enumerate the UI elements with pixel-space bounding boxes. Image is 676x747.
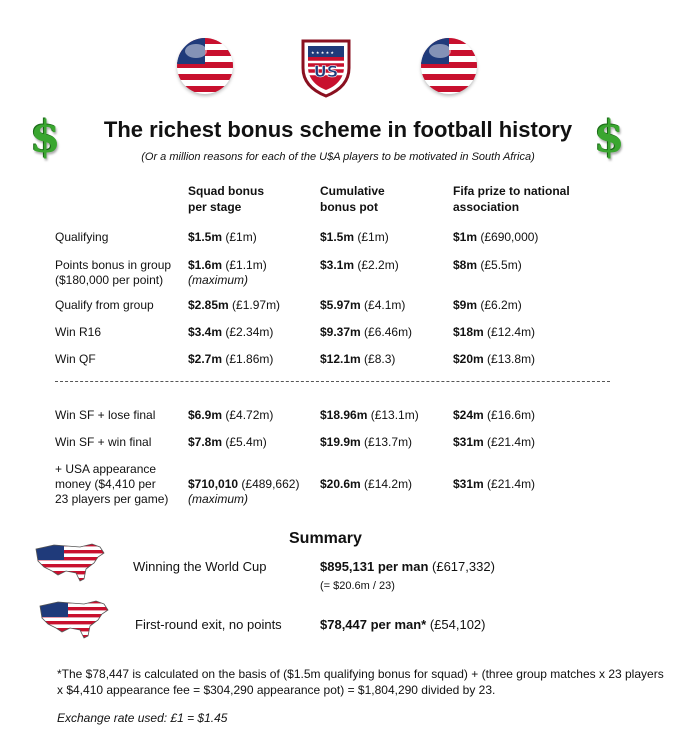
row-label-line: 23 players per game) bbox=[55, 492, 169, 506]
us-soccer-crest-icon bbox=[300, 38, 352, 98]
cell-value-gbp: (£1.97m) bbox=[228, 298, 281, 312]
cell-value-gbp: (£1.86m) bbox=[222, 352, 274, 366]
cell-value-gbp: (£13.7m) bbox=[360, 435, 413, 449]
usa-flag-map-icon bbox=[38, 598, 110, 642]
cell-value-gbp: (£21.4m) bbox=[483, 477, 536, 491]
cell-value-bold: $12.1m bbox=[320, 352, 361, 366]
row-label-line: Qualify from group bbox=[55, 298, 154, 312]
summary-value-gbp: (£617,332) bbox=[428, 559, 495, 574]
usa-flag-ball-icon bbox=[177, 38, 233, 94]
cumulative-cell bbox=[320, 477, 412, 492]
usa-flag-ball-icon bbox=[421, 38, 477, 94]
row-label-line: + USA appearance bbox=[55, 462, 157, 476]
column-header-cumulative bbox=[320, 183, 385, 215]
cell-value-gbp: (£2.2m) bbox=[354, 258, 399, 272]
column-header-line: bonus pot bbox=[320, 200, 378, 214]
cell-value-bold: $9m bbox=[453, 298, 478, 312]
squad-bonus-cell bbox=[188, 230, 257, 245]
cell-value-gbp: (£13.1m) bbox=[367, 408, 419, 422]
fifa-prize-cell bbox=[453, 298, 522, 313]
cell-value-gbp: (£13.8m) bbox=[483, 352, 536, 366]
squad-bonus-cell bbox=[188, 325, 273, 340]
summary-label-exit: First-round exit, no points bbox=[135, 617, 282, 632]
summary-value-bold: $78,447 per man* bbox=[320, 617, 427, 632]
row-label bbox=[55, 298, 154, 313]
summary-label-win: Winning the World Cup bbox=[133, 559, 267, 574]
summary-value-exit bbox=[320, 617, 486, 632]
exchange-rate-note: Exchange rate used: £1 = $1.45 bbox=[57, 711, 228, 725]
cell-value-gbp: (£6.2m) bbox=[477, 298, 522, 312]
cell-value-bold: $6.9m bbox=[188, 408, 223, 422]
cell-value-bold: $20.6m bbox=[320, 477, 361, 491]
summary-value-win bbox=[320, 559, 495, 574]
fifa-prize-cell bbox=[453, 258, 522, 273]
cell-value-bold: $5.97m bbox=[320, 298, 361, 312]
squad-bonus-cell bbox=[188, 258, 267, 288]
cell-value-bold: $710,010 bbox=[188, 477, 239, 491]
row-label-line: money ($4,410 per bbox=[55, 477, 156, 491]
row-label-line: Win SF + win final bbox=[55, 435, 152, 449]
cell-value-bold: $1.6m bbox=[188, 258, 223, 272]
row-label bbox=[55, 408, 155, 423]
cell-value-bold: $1m bbox=[453, 230, 478, 244]
cell-value-bold: $1.5m bbox=[320, 230, 355, 244]
dashed-divider bbox=[55, 381, 610, 382]
cell-value-gbp: (£16.6m) bbox=[483, 408, 536, 422]
summary-title: Summary bbox=[289, 530, 362, 547]
squad-bonus-cell bbox=[188, 408, 273, 423]
fifa-prize-cell bbox=[453, 435, 535, 450]
dollar-sign-icon: $ bbox=[594, 112, 625, 163]
cell-note: (maximum) bbox=[188, 273, 248, 287]
row-label bbox=[55, 462, 168, 507]
cell-value-bold: $31m bbox=[453, 477, 484, 491]
row-label-line: ($180,000 per point) bbox=[55, 273, 164, 287]
cumulative-cell bbox=[320, 435, 412, 450]
cell-value-gbp: (£5.5m) bbox=[477, 258, 522, 272]
row-label-line: Win QF bbox=[55, 352, 96, 366]
cumulative-cell bbox=[320, 230, 389, 245]
cell-value-gbp: (£690,000) bbox=[477, 230, 539, 244]
column-header-line: Fifa prize to national bbox=[453, 184, 570, 198]
cell-value-gbp: (£2.34m) bbox=[222, 325, 274, 339]
cell-value-bold: $3.1m bbox=[320, 258, 355, 272]
usa-flag-map-icon bbox=[34, 541, 106, 585]
cumulative-cell bbox=[320, 352, 395, 367]
row-label bbox=[55, 258, 171, 288]
page-title: The richest bonus scheme in football history bbox=[103, 117, 573, 142]
squad-bonus-cell bbox=[188, 298, 280, 313]
cell-value-bold: $2.85m bbox=[188, 298, 229, 312]
cell-value-gbp: (£6.46m) bbox=[360, 325, 413, 339]
svg-text:★ ★ ★ ★ ★: ★ ★ ★ ★ ★ bbox=[311, 50, 335, 55]
cumulative-cell bbox=[320, 258, 399, 273]
summary-value-bold: $895,131 per man bbox=[320, 559, 429, 574]
cell-value-bold: $7.8m bbox=[188, 435, 223, 449]
cell-value-gbp: (£1m) bbox=[354, 230, 389, 244]
cell-value-gbp: (£4.72m) bbox=[222, 408, 274, 422]
cell-value-bold: $20m bbox=[453, 352, 484, 366]
cell-value-bold: $31m bbox=[453, 435, 484, 449]
cell-value-bold: $24m bbox=[453, 408, 484, 422]
row-label bbox=[55, 435, 151, 450]
cumulative-cell bbox=[320, 408, 419, 423]
fifa-prize-cell bbox=[453, 352, 535, 367]
row-label-line: Win R16 bbox=[55, 325, 102, 339]
fifa-prize-cell bbox=[453, 325, 535, 340]
footnote: *The $78,447 is calculated on the basis of ($1.5m qualifying bonus for squad) + (three group matches x 23 players x $4,410 appearance fee = $304,290 appearance pot) = $1,804,290 divided by 23. bbox=[57, 667, 664, 697]
cell-note: (maximum) bbox=[188, 492, 248, 506]
row-label bbox=[55, 352, 96, 367]
fifa-prize-cell bbox=[453, 230, 538, 245]
cell-value-bold: $18.96m bbox=[320, 408, 368, 422]
cell-value-gbp: (£21.4m) bbox=[483, 435, 536, 449]
row-label-line: Qualifying bbox=[55, 230, 109, 244]
cell-value-gbp: (£1m) bbox=[222, 230, 257, 244]
cell-value-bold: $2.7m bbox=[188, 352, 223, 366]
row-label-line: Win SF + lose final bbox=[55, 408, 156, 422]
cell-value-bold: $1.5m bbox=[188, 230, 223, 244]
cumulative-cell bbox=[320, 325, 412, 340]
summary-note-win: (= $20.6m / 23) bbox=[320, 580, 395, 592]
summary-value-gbp: (£54,102) bbox=[426, 617, 486, 632]
cumulative-cell bbox=[320, 298, 405, 313]
column-header-line: per stage bbox=[188, 200, 242, 214]
page-subtitle: (Or a million reasons for each of the U$A players to be motivated in South Africa) bbox=[141, 151, 535, 163]
cell-value-gbp: (£8.3) bbox=[360, 352, 396, 366]
column-header-fifa-prize bbox=[453, 183, 570, 215]
column-header-squad-bonus bbox=[188, 183, 264, 215]
cell-value-bold: $8m bbox=[453, 258, 478, 272]
fifa-prize-cell bbox=[453, 477, 535, 492]
dollar-sign-icon: $ bbox=[30, 112, 61, 163]
cell-value-bold: $18m bbox=[453, 325, 484, 339]
cell-value-gbp: (£5.4m) bbox=[222, 435, 267, 449]
squad-bonus-cell bbox=[188, 435, 267, 450]
column-header-line: association bbox=[453, 200, 520, 214]
cell-value-gbp: (£14.2m) bbox=[360, 477, 413, 491]
cell-value-gbp: (£12.4m) bbox=[483, 325, 536, 339]
crest-text: US bbox=[313, 62, 339, 81]
row-label bbox=[55, 325, 101, 340]
cell-value-gbp: (£1.1m) bbox=[222, 258, 267, 272]
row-label-line: Points bonus in group bbox=[55, 258, 172, 272]
squad-bonus-cell bbox=[188, 477, 299, 507]
cell-value-bold: $3.4m bbox=[188, 325, 223, 339]
cell-value-bold: $9.37m bbox=[320, 325, 361, 339]
cell-value-gbp: (£489,662) bbox=[238, 477, 300, 491]
column-header-line: Squad bonus bbox=[188, 184, 264, 198]
cell-value-gbp: (£4.1m) bbox=[360, 298, 406, 312]
cell-value-bold: $19.9m bbox=[320, 435, 361, 449]
column-header-line: Cumulative bbox=[320, 184, 385, 198]
squad-bonus-cell bbox=[188, 352, 273, 367]
row-label bbox=[55, 230, 108, 245]
fifa-prize-cell bbox=[453, 408, 535, 423]
